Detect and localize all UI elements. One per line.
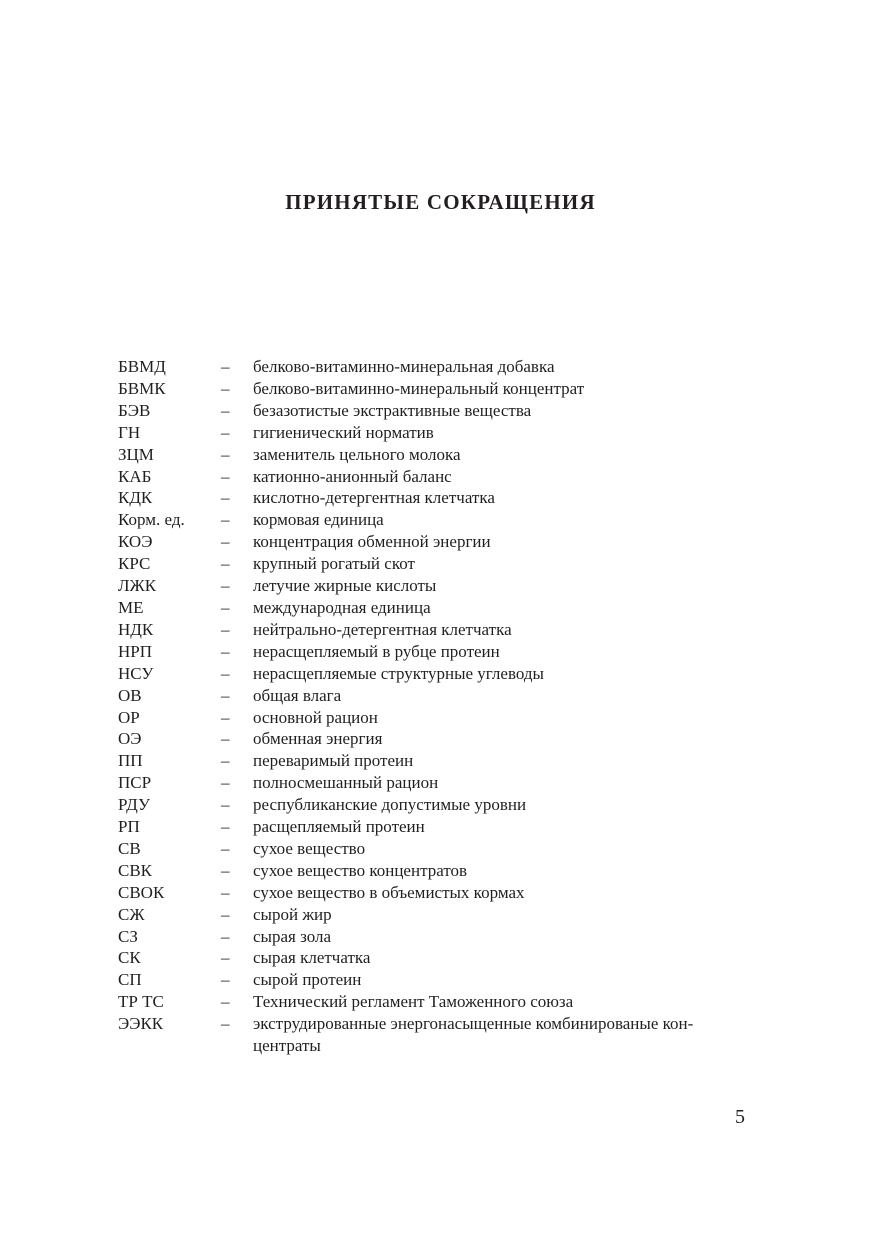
abbreviation-dash: – bbox=[221, 619, 230, 639]
abbreviation-dash: – bbox=[221, 773, 230, 793]
abbreviation-row bbox=[118, 728, 758, 750]
abbreviation-row bbox=[118, 619, 758, 641]
abbreviation-term: МЕ bbox=[118, 597, 144, 617]
abbreviation-term: РДУ bbox=[118, 795, 151, 815]
abbreviation-row bbox=[118, 487, 758, 509]
abbreviation-dash: – bbox=[221, 554, 230, 574]
abbreviation-definition: переваримый протеин bbox=[253, 751, 414, 771]
abbreviation-definition: экструдированные энергонасыщенные комбинированые кон- центраты bbox=[253, 1014, 694, 1056]
abbreviation-dash: – bbox=[221, 422, 230, 442]
abbreviation-row bbox=[118, 685, 758, 707]
abbreviation-definition: республиканские допустимые уровни bbox=[253, 795, 527, 815]
abbreviation-row bbox=[118, 444, 758, 466]
abbreviation-term: НРП bbox=[118, 641, 153, 661]
abbreviation-row bbox=[118, 553, 758, 575]
abbreviation-dash: – bbox=[221, 466, 230, 486]
abbreviation-row bbox=[118, 1013, 758, 1057]
abbreviation-row bbox=[118, 926, 758, 948]
abbreviation-definition: сухое вещество bbox=[253, 838, 366, 858]
abbreviation-definition: сырая зола bbox=[253, 926, 332, 946]
abbreviation-dash: – bbox=[221, 926, 230, 946]
abbreviation-definition: нерасщепляемые структурные углеводы bbox=[253, 663, 544, 683]
abbreviation-row bbox=[118, 531, 758, 553]
abbreviation-dash: – bbox=[221, 378, 230, 398]
abbreviation-dash: – bbox=[221, 817, 230, 837]
abbreviation-definition: сухое вещество в объемистых кормах bbox=[253, 882, 525, 902]
abbreviation-term: СВ bbox=[118, 838, 141, 858]
abbreviation-row bbox=[118, 860, 758, 882]
page-number: 5 bbox=[735, 1106, 745, 1128]
abbreviation-row bbox=[118, 947, 758, 969]
abbreviation-term: ТР ТС bbox=[118, 992, 164, 1012]
abbreviation-list bbox=[118, 356, 758, 1057]
abbreviation-row bbox=[118, 597, 758, 619]
abbreviation-term: РП bbox=[118, 817, 140, 837]
abbreviation-dash: – bbox=[221, 510, 230, 530]
abbreviation-definition: летучие жирные кислоты bbox=[253, 576, 437, 596]
abbreviation-definition: международная единица bbox=[253, 597, 431, 617]
abbreviation-definition: крупный рогатый скот bbox=[253, 554, 415, 574]
abbreviation-row bbox=[118, 707, 758, 729]
abbreviation-dash: – bbox=[221, 532, 230, 552]
abbreviation-term: СВК bbox=[118, 860, 153, 880]
abbreviation-definition: сухое вещество концентратов bbox=[253, 860, 468, 880]
abbreviation-dash: – bbox=[221, 904, 230, 924]
abbreviation-row bbox=[118, 991, 758, 1013]
abbreviation-term: ЭЭКК bbox=[118, 1014, 164, 1034]
abbreviation-definition: сырая клетчатка bbox=[253, 948, 371, 968]
abbreviation-term: ЗЦМ bbox=[118, 444, 154, 464]
abbreviation-definition: расщепляемый протеин bbox=[253, 817, 425, 837]
abbreviation-dash: – bbox=[221, 488, 230, 508]
abbreviation-dash: – bbox=[221, 685, 230, 705]
abbreviation-definition: сырой протеин bbox=[253, 970, 362, 990]
abbreviation-dash: – bbox=[221, 597, 230, 617]
abbreviation-row bbox=[118, 663, 758, 685]
abbreviation-term: НДК bbox=[118, 619, 154, 639]
abbreviation-definition: основной рацион bbox=[253, 707, 378, 727]
abbreviation-dash: – bbox=[221, 707, 230, 727]
abbreviation-definition: кормовая единица bbox=[253, 510, 384, 530]
abbreviation-term: КДК bbox=[118, 488, 153, 508]
abbreviation-dash: – bbox=[221, 860, 230, 880]
abbreviation-dash: – bbox=[221, 948, 230, 968]
abbreviation-definition: катионно-анионный баланс bbox=[253, 466, 452, 486]
abbreviation-definition: нерасщепляемый в рубце протеин bbox=[253, 641, 500, 661]
abbreviation-definition: нейтрально-детергентная клетчатка bbox=[253, 619, 512, 639]
abbreviation-term: ОВ bbox=[118, 685, 142, 705]
abbreviation-row bbox=[118, 400, 758, 422]
abbreviation-term: БВМК bbox=[118, 378, 166, 398]
abbreviation-definition: сырой жир bbox=[253, 904, 332, 924]
abbreviation-term: ОР bbox=[118, 707, 140, 727]
abbreviation-row bbox=[118, 772, 758, 794]
abbreviation-term: ПП bbox=[118, 751, 143, 771]
abbreviation-dash: – bbox=[221, 357, 230, 376]
abbreviation-dash: – bbox=[221, 795, 230, 815]
abbreviation-term: СВОК bbox=[118, 882, 165, 902]
abbreviation-row bbox=[118, 356, 758, 378]
abbreviation-term: НСУ bbox=[118, 663, 154, 683]
abbreviation-term: СК bbox=[118, 948, 141, 968]
abbreviation-term: КОЭ bbox=[118, 532, 153, 552]
abbreviation-row bbox=[118, 509, 758, 531]
abbreviation-definition: полносмешанный рацион bbox=[253, 773, 439, 793]
abbreviation-dash: – bbox=[221, 641, 230, 661]
abbreviation-definition: общая влага bbox=[253, 685, 342, 705]
abbreviation-term: СП bbox=[118, 970, 142, 990]
abbreviation-row bbox=[118, 969, 758, 991]
abbreviation-definition: заменитель цельного молока bbox=[253, 444, 461, 464]
abbreviation-term: ЛЖК bbox=[118, 576, 157, 596]
abbreviation-row bbox=[118, 466, 758, 488]
abbreviation-definition: Технический регламент Таможенного союза bbox=[253, 992, 574, 1012]
abbreviation-definition: безазотистые экстрактивные вещества bbox=[253, 400, 532, 420]
abbreviation-term: Корм. ед. bbox=[118, 510, 185, 530]
abbreviation-term: БВМД bbox=[118, 357, 166, 376]
abbreviation-row bbox=[118, 794, 758, 816]
abbreviation-term: ГН bbox=[118, 422, 141, 442]
abbreviation-dash: – bbox=[221, 751, 230, 771]
abbreviation-row bbox=[118, 422, 758, 444]
abbreviation-dash: – bbox=[221, 1014, 230, 1034]
abbreviation-row bbox=[118, 816, 758, 838]
abbreviation-row bbox=[118, 838, 758, 860]
abbreviation-row bbox=[118, 882, 758, 904]
abbreviation-dash: – bbox=[221, 882, 230, 902]
abbreviation-definition: белково-витаминно-минеральная добавка bbox=[253, 357, 555, 376]
abbreviation-term: БЭВ bbox=[118, 400, 151, 420]
abbreviation-dash: – bbox=[221, 663, 230, 683]
abbreviation-term: СЗ bbox=[118, 926, 138, 946]
abbreviation-term: КАБ bbox=[118, 466, 152, 486]
abbreviation-row bbox=[118, 641, 758, 663]
abbreviation-dash: – bbox=[221, 400, 230, 420]
abbreviation-dash: – bbox=[221, 970, 230, 990]
abbreviation-dash: – bbox=[221, 838, 230, 858]
abbreviation-definition: кислотно-детергентная клетчатка bbox=[253, 488, 495, 508]
abbreviation-term: КРС bbox=[118, 554, 151, 574]
abbreviation-dash: – bbox=[221, 992, 230, 1012]
abbreviation-row bbox=[118, 750, 758, 772]
abbreviation-definition: белково-витаминно-минеральный концентрат bbox=[253, 378, 585, 398]
abbreviation-definition: обменная энергия bbox=[253, 729, 383, 749]
abbreviation-row bbox=[118, 575, 758, 597]
abbreviation-dash: – bbox=[221, 576, 230, 596]
abbreviation-dash: – bbox=[221, 444, 230, 464]
abbreviation-term: СЖ bbox=[118, 904, 145, 924]
abbreviation-dash: – bbox=[221, 729, 230, 749]
abbreviation-term: ОЭ bbox=[118, 729, 142, 749]
abbreviation-term: ПСР bbox=[118, 773, 152, 793]
abbreviation-definition: гигиенический норматив bbox=[253, 422, 434, 442]
abbreviation-definition: концентрация обменной энергии bbox=[253, 532, 491, 552]
abbreviation-row bbox=[118, 378, 758, 400]
abbreviation-row bbox=[118, 904, 758, 926]
page-title: ПРИНЯТЫЕ СОКРАЩЕНИЯ bbox=[285, 190, 596, 214]
